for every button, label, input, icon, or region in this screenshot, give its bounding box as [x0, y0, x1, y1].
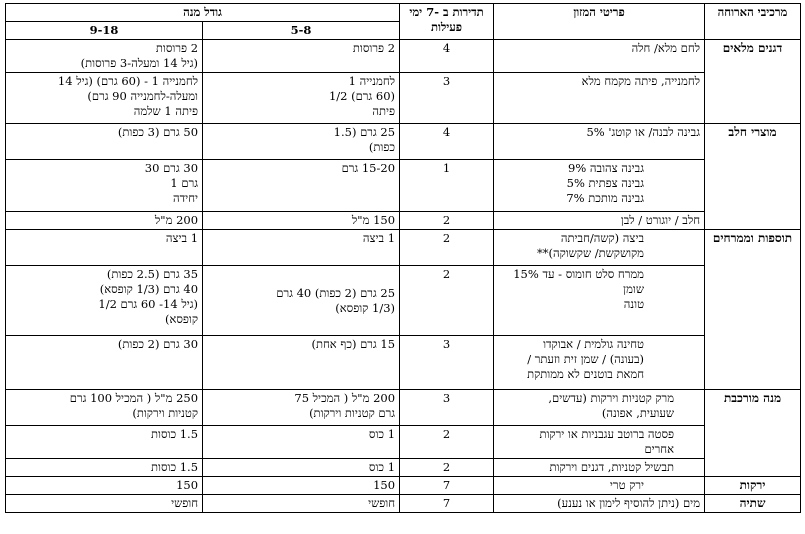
portion-9-18-cell: לחמנייה 1 - (60 גרם) (גיל 14 ומעלה-לחמנייה 90 גרם) פיתה 1 שלמה	[6, 73, 203, 124]
frequency-cell: 4	[400, 124, 494, 160]
frequency-cell: 2	[400, 426, 494, 459]
food-cell: טחינה גולמית / אבוקדו (בעונה) / שמן זית וזעתר / חמאת בוטנים לא ממותקת	[494, 336, 705, 390]
portion-5-8-cell: 15 גרם (כף אחת)	[203, 336, 400, 390]
portion-9-18-cell: 35 גרם (2.5 כפות) 40 גרם (1/3 קופסא) (גיל 14- 60 גרם 1/2 קופסא)	[6, 266, 203, 336]
header-component: מרכיבי הארוחה	[705, 4, 801, 40]
portion-9-18-cell: 2 פרוסות (גיל 14 ומעלה-3 פרוסות)	[6, 40, 203, 73]
food-cell: לחם מלא/ חלה	[494, 40, 705, 73]
portion-5-8-cell: 150	[203, 477, 400, 495]
component-cell: מנה מורכבת	[705, 390, 801, 477]
header-portion: גודל מנה	[6, 4, 400, 22]
portion-9-18-cell: 50 גרם (3 כפות)	[6, 124, 203, 160]
header-age-9-18: 9-18	[6, 22, 203, 40]
portion-9-18-cell: 250 מ"ל ( המכיל 100 גרם קטניות וירקות)	[6, 390, 203, 426]
portion-9-18-cell: 1.5 כוסות	[6, 459, 203, 477]
portion-5-8-cell: 200 מ"ל ( המכיל 75 גרם קטניות וירקות)	[203, 390, 400, 426]
portion-5-8-cell: 25 גרם (2 כפות) 40 גרם (1/3 קופסא)	[203, 266, 400, 336]
portion-5-8-cell: 1 ביצה	[203, 230, 400, 266]
component-cell: דגנים מלאים	[705, 40, 801, 124]
header-row	[6, 4, 801, 22]
portion-9-18-cell: חופשי	[6, 495, 203, 513]
portion-9-18-cell: 1 ביצה	[6, 230, 203, 266]
component-cell: ירקות	[705, 477, 801, 495]
portion-5-8-cell: 1 כוס	[203, 459, 400, 477]
table-row	[6, 477, 801, 495]
food-cell: ירק טרי	[494, 477, 705, 495]
food-cell: חלב / יוגורט / לבן	[494, 212, 705, 230]
frequency-cell: 4	[400, 40, 494, 73]
food-cell: מים (ניתן להוסיף לימון או נענע)	[494, 495, 705, 513]
header-food: פריטי המזון	[494, 4, 705, 40]
frequency-cell: 7	[400, 477, 494, 495]
table-row	[6, 73, 801, 124]
portion-5-8-cell: חופשי	[203, 495, 400, 513]
portion-9-18-cell: 30 גרם 30 גרם 1 יחידה	[6, 160, 203, 212]
component-cell: מוצרי חלב	[705, 124, 801, 230]
portion-9-18-cell: 200 מ"ל	[6, 212, 203, 230]
food-cell: תבשיל קטניות, דגנים וירקות	[494, 459, 705, 477]
frequency-cell: 2	[400, 230, 494, 266]
table-row	[6, 426, 801, 459]
table-row	[6, 336, 801, 390]
food-cell: לחמנייה, פיתה מקמח מלא	[494, 73, 705, 124]
portion-5-8-cell: 1 כוס	[203, 426, 400, 459]
frequency-cell: 7	[400, 495, 494, 513]
portion-5-8-cell: 15-20 גרם	[203, 160, 400, 212]
food-cell: מרק קטניות וירקות (עדשים, שעועית, אפונה)	[494, 390, 705, 426]
portion-9-18-cell: 30 גרם (2 כפות)	[6, 336, 203, 390]
frequency-cell: 2	[400, 459, 494, 477]
portion-5-8-cell: 25 גרם (1.5 כפות)	[203, 124, 400, 160]
table-row	[6, 495, 801, 513]
nutrition-table	[5, 3, 801, 513]
food-cell: גבינה צהובה 9% גבינה צפתית 5% גבינה מותכת 7%	[494, 160, 705, 212]
header-frequency: תדירות ב -7 ימי פעילות	[400, 4, 494, 40]
portion-5-8-cell: 150 מ"ל	[203, 212, 400, 230]
frequency-cell: 3	[400, 336, 494, 390]
component-cell: תוספות וממרחים	[705, 230, 801, 390]
food-cell: ביצה (קשה/חביתה מקושקשת/ שקשוקה)**	[494, 230, 705, 266]
portion-5-8-cell: לחמנייה 1 (60 גרם) 1/2 פיתה	[203, 73, 400, 124]
frequency-cell: 2	[400, 212, 494, 230]
portion-5-8-cell: 2 פרוסות	[203, 40, 400, 73]
table-row	[6, 124, 801, 160]
header-age-5-8: 5-8	[203, 22, 400, 40]
portion-9-18-cell: 1.5 כוסות	[6, 426, 203, 459]
frequency-cell: 1	[400, 160, 494, 212]
food-cell: ממרח סלט חומוס - עד 15% שומן טונה	[494, 266, 705, 336]
portion-9-18-cell: 150	[6, 477, 203, 495]
food-cell: גבינה לבנה/ או קוטג' 5%	[494, 124, 705, 160]
table-row	[6, 230, 801, 266]
table-row	[6, 266, 801, 336]
table-row	[6, 459, 801, 477]
table-row	[6, 40, 801, 73]
frequency-cell: 2	[400, 266, 494, 336]
component-cell: שתיה	[705, 495, 801, 513]
table-row	[6, 390, 801, 426]
frequency-cell: 3	[400, 390, 494, 426]
frequency-cell: 3	[400, 73, 494, 124]
table-row	[6, 160, 801, 212]
table-row	[6, 212, 801, 230]
food-cell: פסטה ברוטב עגבניות או ירקות אחרים	[494, 426, 705, 459]
